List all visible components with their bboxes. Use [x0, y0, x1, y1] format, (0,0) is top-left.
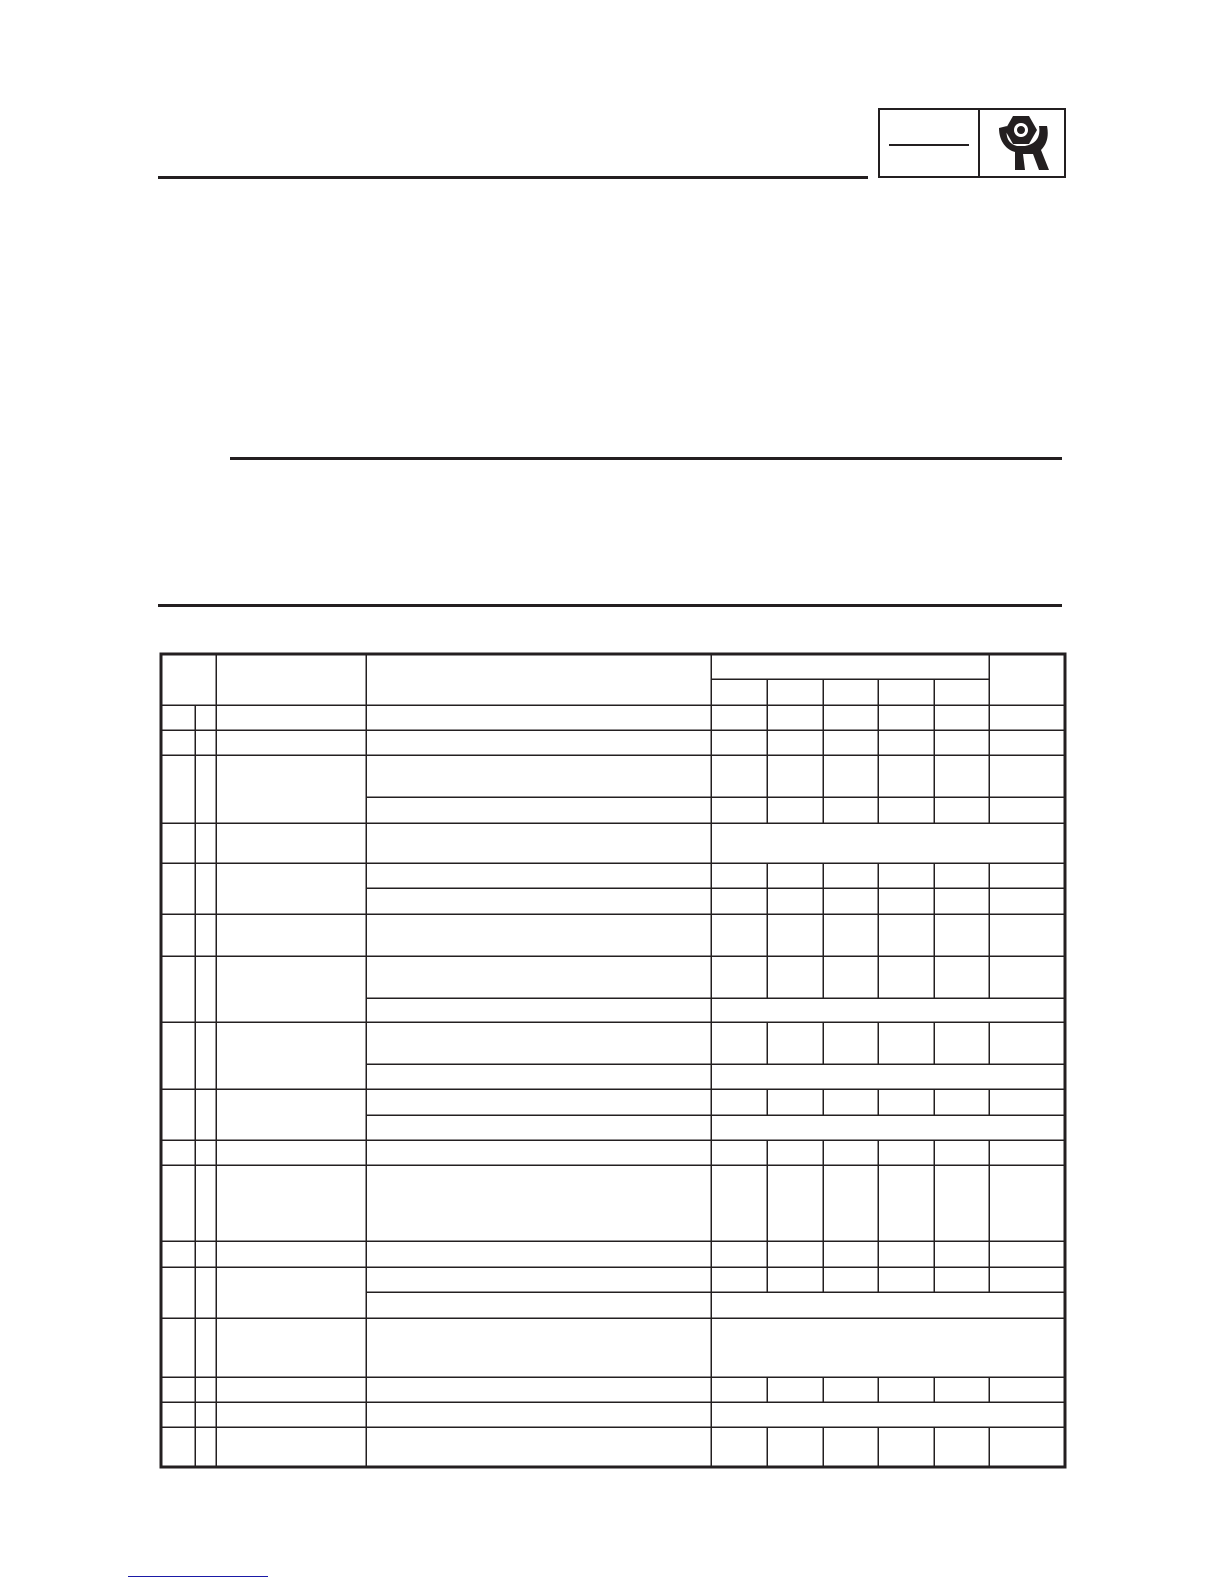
page-footer-link[interactable] — [128, 1576, 268, 1577]
